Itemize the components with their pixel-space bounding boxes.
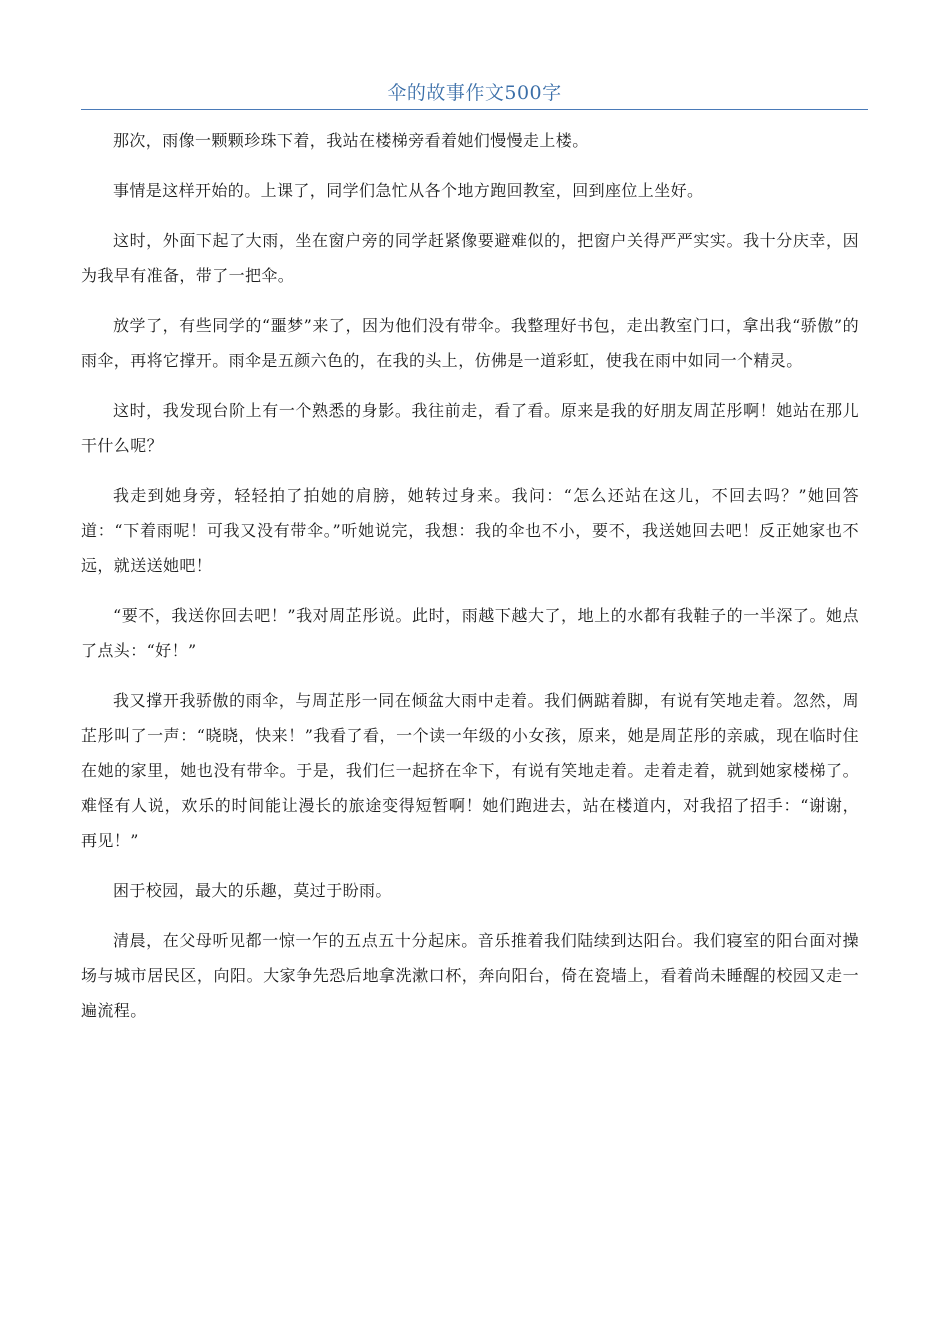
- paragraph-4: 放学了，有些同学的“噩梦”来了，因为他们没有带伞。我整理好书包，走出教室门口，拿出我“骄傲”的雨伞，再将它撑开。雨伞是五颜六色的，在我的头上，仿佛是一道彩虹，使我在雨中如同一个精灵。: [81, 316, 859, 370]
- document-body: [81, 123, 859, 1043]
- paragraph-8: 我又撑开我骄傲的雨伞，与周芷彤一同在倾盆大雨中走着。我们俩踮着脚，有说有笑地走着。忽然，周芷彤叫了一声：“晓晓，快来！”我看了看，一个读一年级的小女孩，原来，她是周芷彤的亲戚，现在临时住在她的家里，她也没有带伞。于是，我们仨一起挤在伞下，有说有笑地走着。走着走着，就到她家楼梯了。难怪有人说，欢乐的时间能让漫长的旅途变得短暂啊！她们跑进去，站在楼道内，对我招了招手：“谢谢，再见！”: [81, 691, 859, 850]
- paragraph-2: 事情是这样开始的。上课了，同学们急忙从各个地方跑回教室，回到座位上坐好。: [113, 181, 704, 200]
- paragraph-9: 困于校园，最大的乐趣，莫过于盼雨。: [113, 881, 392, 900]
- paragraph-3: 这时，外面下起了大雨，坐在窗户旁的同学赶紧像要避难似的，把窗户关得严严实实。我十分庆幸，因为我早有准备，带了一把伞。: [81, 231, 859, 285]
- document-title: 伞的故事作文500字: [387, 82, 562, 104]
- paragraph-1: 那次，雨像一颗颗珍珠下着，我站在楼梯旁看着她们慢慢走上楼。: [113, 131, 589, 150]
- document-header: [81, 78, 868, 110]
- paragraph-5: 这时，我发现台阶上有一个熟悉的身影。我往前走，看了看。原来是我的好朋友周芷彤啊！她站在那儿干什么呢？: [81, 401, 859, 455]
- paragraph-6: 我走到她身旁，轻轻拍了拍她的肩膀，她转过身来。我问：“怎么还站在这儿，不回去吗？”她回答道：“下着雨呢！可我又没有带伞。”听她说完，我想：我的伞也不小，要不，我送她回去吧！反正她家也不远，就送送她吧！: [81, 486, 859, 575]
- paragraph-10: 清晨，在父母听见都一惊一乍的五点五十分起床。音乐推着我们陆续到达阳台。我们寝室的阳台面对操场与城市居民区，向阳。大家争先恐后地拿洗漱口杯，奔向阳台，倚在瓷墙上，看着尚未睡醒的校园又走一遍流程。: [81, 931, 859, 1020]
- paragraph-7: “要不，我送你回去吧！”我对周芷彤说。此时，雨越下越大了，地上的水都有我鞋子的一半深了。她点了点头：“好！”: [81, 606, 859, 660]
